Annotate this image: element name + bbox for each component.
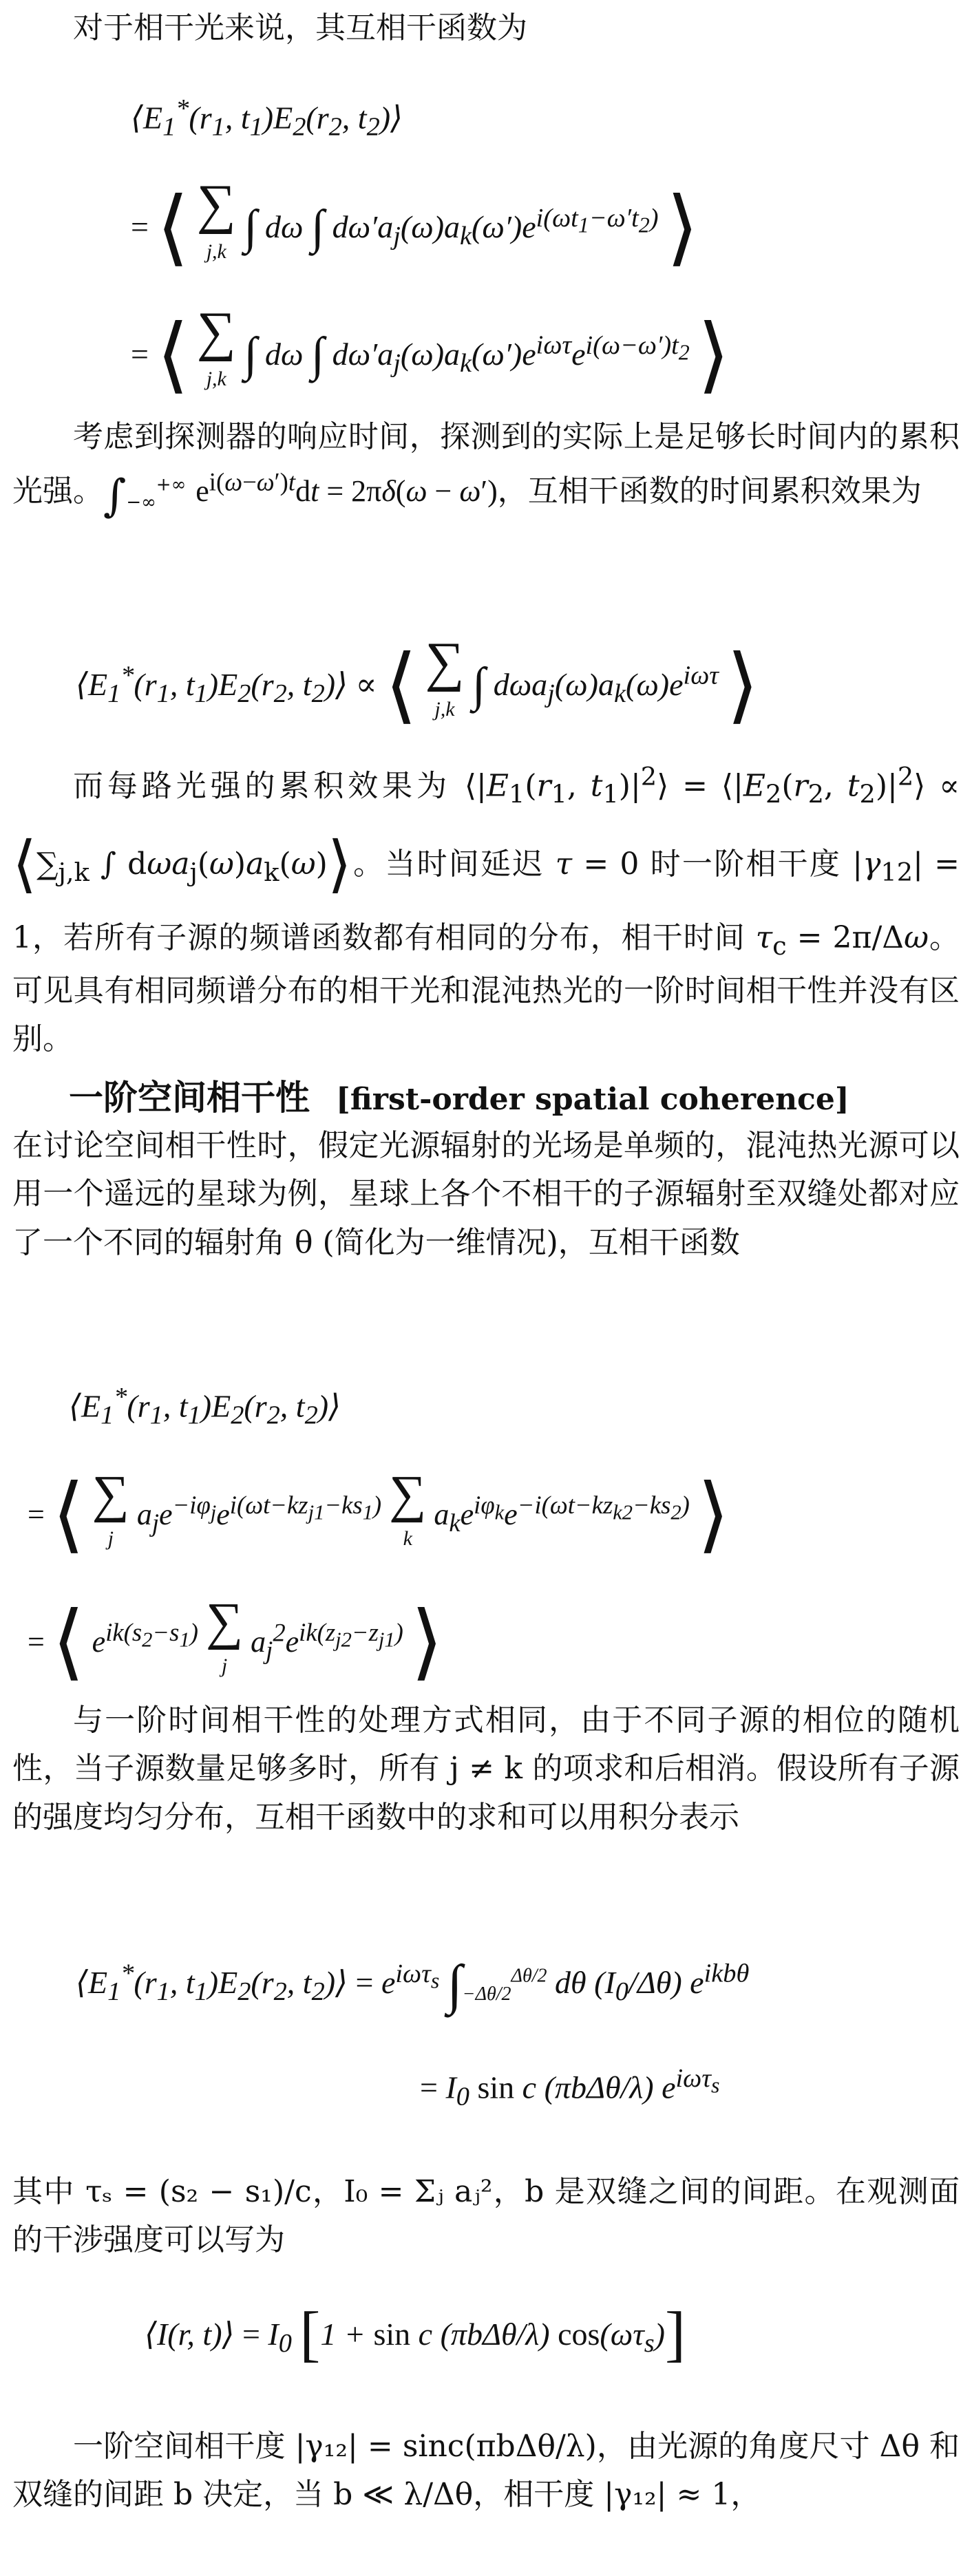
equation-1-line-1: $⟨E_1^*(r_1$, $t_1)E_2(r_2$, $t_2)⟩$ <box>131 94 403 142</box>
paragraph-random-phase-text: 与一阶时间相干性的处理方式相同，由于不同子源的相位的随机性，当子源数量足够多时，所有 j ≠ k 的项求和后相消。假设所有子源的强度均匀分布，互相干函数中的求和可以用积分表示 <box>12 1703 960 1835</box>
paragraph-spatial-text: 在讨论空间相干性时，假定光源辐射的光场是单频的，混沌热光源可以用一个遥远的星球为例，星球上各个不相干的子源辐射至双缝处都对应了一个不同的辐射角 θ (简化为一维情况)，互相干函数 <box>12 1128 960 1260</box>
equation-3-line-2: = ⟨ ∑ j $a_je^{-i\varphi_j}e^{i(\omega t-kz_{j1}-ks_1)}$ ∑ k $a_ke^{i\varphi_k}e^{-i(\omega t-kz_{k2}-ks_2)}$ ⟩ <box>28 1465 730 1560</box>
paragraph-definitions-text: 其中 τₛ = (s₂ − s₁)/c，I₀ = Σⱼ aⱼ²，b 是双缝之间的间距。在观测面的干涉强度可以写为 <box>12 2174 960 2258</box>
paragraph-intro-text: 对于相干光来说，其互相干函数为 <box>73 10 527 45</box>
section-heading-en: [first-order spatial coherence] <box>336 1082 849 1117</box>
equation-time-average: $⟨E_1^*(r_1$, $t_1)E_2(r_2$, $t_2)⟩$ ∝ ⟨ ∑ j,k ∫ $d\omega a_j(\omega)a_k(\omega)e^{i\omega\tau}$ ⟩ <box>76 632 759 731</box>
paragraph-intensity: 而每路光强的累积效果为 $⟨|E_1(r_1$, $t_1)|^2⟩$ = $⟨|E_2(r_2$, $t_2)|^2⟩$ ∝ $⟨\sum_{j,k}$ ∫ $d\omega a_j(\omega)a_k(\omega)⟩$。当时间延迟 τ = 0 时一阶相干度 $|\gamma_{12}| = 1$，若所有子源的频谱函数都有相同的分布，相干时间 $\tau_c = 2\pi/\Delta\omega$。可见具有相同频谱分布的相干光和混沌热光的一阶时间相干性并没有区别。 <box>12 762 960 1056</box>
equation-1-line-3: = ⟨ ∑ j,k ∫ dω ∫ $d\omega'a_j(\omega)a_k(\omega')e^{i\omega\tau}e^{i(\omega-\omega')t_2}$ ⟩ <box>131 301 730 401</box>
section-heading-zh: 一阶空间相干性 <box>69 1078 310 1118</box>
paragraph-intro <box>12 4 960 52</box>
equation-3-line-3: = ⟨ $e^{ik(s_2-s_1)}$ ∑ j $a_j^2e^{ik(z_{j2}-z_{j1})}$ ⟩ <box>28 1593 443 1688</box>
section-heading <box>69 1070 964 1125</box>
equation-1-line-2: = ⟨ ∑ j,k ∫ dω ∫ $d\omega'a_j(\omega)a_k(\omega')e^{i(\omega t_1-\omega't_2)}$ ⟩ <box>131 174 699 273</box>
equation-4-line-1: $⟨E_1^*(r_1$, $t_1)E_2(r_2$, $t_2)⟩ = e^{i\omega\tau_s}$ $\int_{-\Delta\theta/2}^{\Delta\theta/2}$ dθ $(I_0/\Delta\theta)$ $e^{ikb\theta}$ <box>76 1955 750 2015</box>
paragraph-spatial-degree <box>12 2423 960 2520</box>
paragraph-detector: 考虑到探测器的响应时间，探测到的实际上是足够长时间内的累积光强。$\int_{-\infty}^{+\infty}$ $e^{i(\omega-\omega')t}dt = 2\pi\delta(\omega - \omega')$，互相干函数的时间累积效果为 <box>12 419 960 522</box>
equation-interference-intensity: ⟨I(r, t)⟩ = $I_0$ [1 + sin c (πbΔθ/λ) $\cos(\omega\tau_s)$] <box>145 2300 686 2368</box>
paragraph-spatial-degree-text: 一阶空间相干度 |γ₁₂| = sinc(πbΔθ/λ)，由光源的角度尺寸 Δθ 和双缝的间距 b 决定，当 b ≪ λ/Δθ，相干度 |γ₁₂| ≈ 1， <box>12 2429 960 2513</box>
equation-3-line-1: $⟨E_1^*(r_1$, $t_1)E_2(r_2$, $t_2)⟩$ <box>69 1383 341 1430</box>
paragraph-spatial <box>12 1122 960 1267</box>
paragraph-random-phase <box>12 1696 960 1842</box>
equation-4-line-2: = $I_0$ sin c (πbΔθ/λ) $e^{i\omega\tau_s}$ <box>420 2064 720 2111</box>
paragraph-definitions <box>12 2168 960 2265</box>
